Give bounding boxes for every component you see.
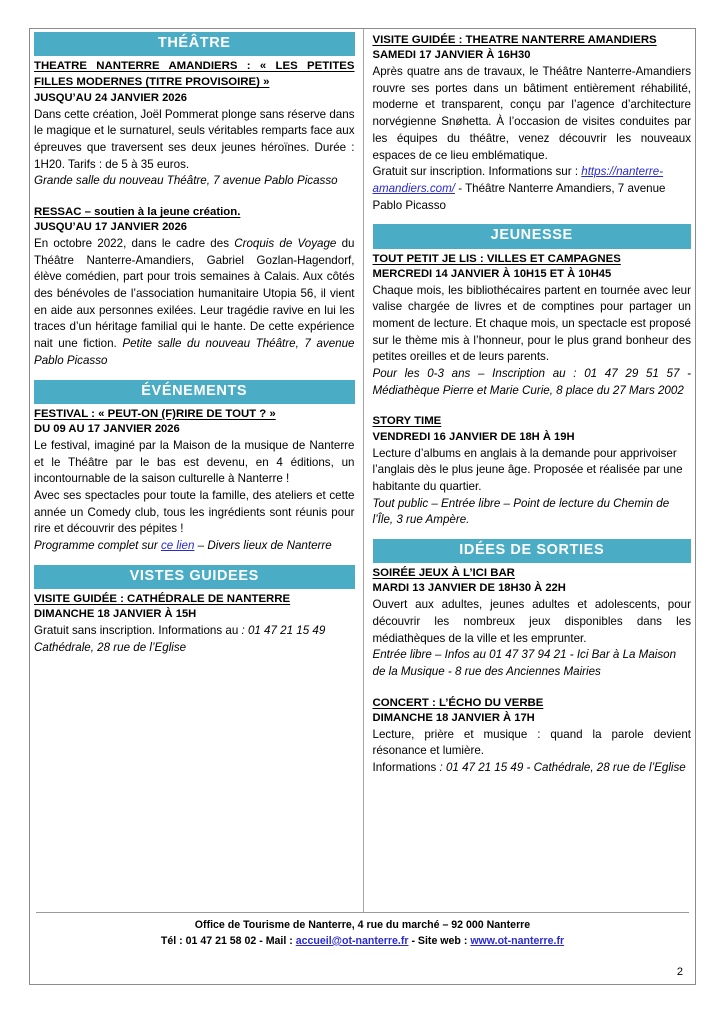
footer-address: Office de Tourisme de Nanterre, 4 rue du marché – 92 000 Nanterre	[194, 919, 531, 931]
entry-note	[34, 538, 355, 555]
entry-body	[34, 623, 355, 656]
entry-date: MERCREDI 14 JANVIER À 10H15 ET À 10H45	[372, 267, 612, 280]
entry-body-part: Gratuit sans inscription. Informations au	[34, 623, 242, 637]
entry-title: STORY TIME	[372, 415, 442, 428]
document-page	[29, 28, 696, 985]
entry-body-part: du Théâtre Nanterre-Amandiers, Gabriel Gozlan-Hagendorf, élève comédien, part pour trois semaines à Calais. Aux côtés des bénévoles de l’association humanitaire Utopia 56, il vient en aide aux personnes exilées. Leur tragédie ravive en lui les traces d’un héritage familial qui le hante. De cette expérience nait une fiction.	[34, 237, 355, 351]
page-number: 2	[676, 966, 683, 978]
entry-note-part: Programme complet sur	[34, 538, 161, 552]
entry-soiree-jeux-ici-bar	[373, 565, 692, 681]
page-footer	[30, 912, 695, 984]
section-spacer	[34, 370, 355, 380]
entry-date: VENDREDI 16 JANVIER DE 18H À 19H	[372, 430, 575, 443]
entry-title: VISITE GUIDÉE : CATHÉDRALE DE NANTERRE	[34, 592, 291, 605]
entry-body-italic-title: Croquis de Voyage	[234, 237, 337, 251]
programme-link[interactable]: ce lien	[160, 538, 195, 552]
entry-body-2: Avec ses spectacles pour toute la famille, des ateliers et cette année un Comedy club, tous les ingrédients sont réunis pour rire et découvrir des pépites !	[34, 488, 355, 536]
entry-concert-echo-du-verbe	[373, 695, 692, 777]
entry-note-part: Informations	[372, 761, 440, 775]
entry-date: DU 09 AU 17 JANVIER 2026	[34, 422, 180, 435]
entry-body-part: - Théâtre Nanterre Amandiers, 7 avenue Pablo Picasso	[372, 181, 666, 212]
entry-visite-cathedrale	[34, 591, 355, 656]
section-banner-idees-de-sorties: IDÉES DE SORTIES	[373, 539, 692, 563]
entry-body: Ouvert aux adultes, jeunes adultes et adolescents, pour découvrir les nombreux jeux disponibles dans les médiathèques de la ville et les emprunter.	[372, 598, 691, 645]
footer-website-label: - Site web :	[408, 934, 471, 947]
entry-story-time	[373, 413, 692, 529]
entry-body: Après quatre ans de travaux, le Théâtre Nanterre-Amandiers rouvre ses portes dans un bâtiment entièrement réhabilité, moderne et transparent, conçu par l’agence d’architecture norvégienne Snøhetta. À l’occasion de visites conduites par les équipes du théâtre, venez découvrir les nouveaux espaces de ce lieu emblématique.	[372, 65, 691, 162]
left-column	[30, 29, 363, 912]
entry-body: Chaque mois, les bibliothécaires partent en tournée avec leur valise chargée de livres et de comptines pour partager un moment de lecture. Et chaque mois, un spectacle est proposé sur le thème mis à l’honneur, pour le plus grand bonheur des petites oreilles et de leurs parents.	[372, 283, 691, 364]
entry-body-italic-contact: : 01 47 21 15 49 Cathédrale, 28 rue de l’Eglise	[34, 623, 326, 654]
entry-body-part: En octobre 2022, dans le cadre des	[34, 237, 235, 251]
entry-note: Pour les 0-3 ans – Inscription au : 01 47 29 51 57 - Médiathèque Pierre et Marie Curie, 8 place du 27 Mars 2002	[372, 367, 691, 397]
entry-body-italic-venue: Petite salle du nouveau Théâtre, 7 avenue Pablo Picasso	[34, 337, 355, 367]
section-banner-vistes-guidees: VISTES GUIDEES	[34, 565, 355, 589]
right-column	[363, 29, 696, 912]
entry-date: DIMANCHE 18 JANVIER À 17H	[372, 711, 535, 724]
footer-divider	[36, 912, 689, 913]
entry-body-part: Gratuit sur inscription. Informations sur :	[372, 165, 582, 179]
entry-note: Tout public – Entrée libre – Point de lecture du Chemin de l’Île, 3 rue Ampère.	[372, 496, 670, 527]
entry-body-2	[373, 164, 692, 214]
entry-title: TOUT PETIT JE LIS : VILLES ET CAMPAGNES	[372, 252, 621, 265]
entry-visite-theatre-amandiers	[373, 32, 692, 214]
entry-theatre-petites-filles	[34, 58, 355, 190]
entry-date: JUSQU’AU 17 JANVIER 2026	[34, 221, 187, 234]
entry-title: RESSAC – soutien à la jeune création.	[34, 205, 241, 218]
section-spacer	[373, 529, 692, 539]
entry-title: CONCERT : L’ÉCHO DU VERBE	[372, 696, 544, 709]
section-spacer	[34, 555, 355, 565]
entry-date: DIMANCHE 18 JANVIER À 15H	[34, 608, 197, 621]
entry-date: MARDI 13 JANVIER DE 18H30 À 22H	[372, 582, 566, 595]
section-banner-theatre: THÉÂTRE	[34, 32, 355, 56]
entry-festival-peut-on-frire	[34, 406, 355, 555]
entry-body	[34, 236, 355, 370]
entry-note-italic-contact: : 01 47 21 15 49 - Cathédrale, 28 rue de l’Eglise	[439, 761, 686, 775]
entry-body: Lecture, prière et musique : quand la parole devient résonance et lumière.	[372, 727, 691, 758]
entry-note: Grande salle du nouveau Théâtre, 7 avenue Pablo Picasso	[34, 174, 338, 188]
section-banner-evenements: ÉVÉNEMENTS	[34, 380, 355, 404]
entry-note: Entrée libre – Infos au 01 47 37 94 21 - Ici Bar à La Maison de la Musique - 8 rue des Anciennes Mairies	[372, 648, 677, 678]
entry-body: Le festival, imaginé par la Maison de la musique de Nanterre et le Théâtre par le bas est devenu, en 4 éditions, un incontournable de la saison culturelle à Nanterre !	[34, 438, 355, 486]
entry-note	[373, 760, 692, 777]
footer-contact	[36, 934, 689, 950]
section-spacer	[373, 214, 692, 224]
entry-tout-petit-je-lis	[373, 251, 692, 400]
entry-note-part: – Divers lieux de Nanterre	[194, 538, 332, 552]
footer-phone-label: Tél : 01 47 21 58 02 - Mail :	[160, 934, 296, 947]
entry-body: Lecture d’albums en anglais à la demande pour apprivoiser l’anglais dès le plus jeune âge. Proposée et réalisée par une habitante du quartier.	[372, 446, 683, 493]
entry-title: THEATRE NANTERRE AMANDIERS : « LES PETITES FILLES MODERNES (TITRE PROVISOIRE) »	[34, 60, 355, 89]
section-banner-jeunesse: JEUNESSE	[373, 224, 692, 248]
entry-body: Dans cette création, Joël Pommerat plonge sans réserve dans le magique et le surnaturel, seuls véritables remparts face aux épreuves que traversent ses deux jeunes héroïnes. Durée : 1H20. Tarifs : de 5 à 35 euros.	[34, 107, 355, 171]
content-area	[30, 29, 695, 912]
entry-date: JUSQU’AU 24 JANVIER 2026	[34, 91, 187, 104]
footer-website-link[interactable]: www.ot-nanterre.fr	[470, 934, 565, 947]
entry-date: SAMEDI 17 JANVIER À 16H30	[372, 49, 531, 62]
entry-title: FESTIVAL : « PEUT-ON (F)RIRE DE TOUT ? »	[34, 407, 276, 420]
entry-title: SOIRÉE JEUX À L’ICI BAR	[372, 567, 515, 580]
footer-email-link[interactable]: accueil@ot-nanterre.fr	[295, 934, 409, 947]
entry-title: VISITE GUIDÉE : THEATRE NANTERRE AMANDIERS	[372, 34, 657, 46]
entry-ressac	[34, 204, 355, 370]
nanterre-amandiers-link[interactable]: https://nanterre-amandiers.com/	[372, 165, 664, 195]
